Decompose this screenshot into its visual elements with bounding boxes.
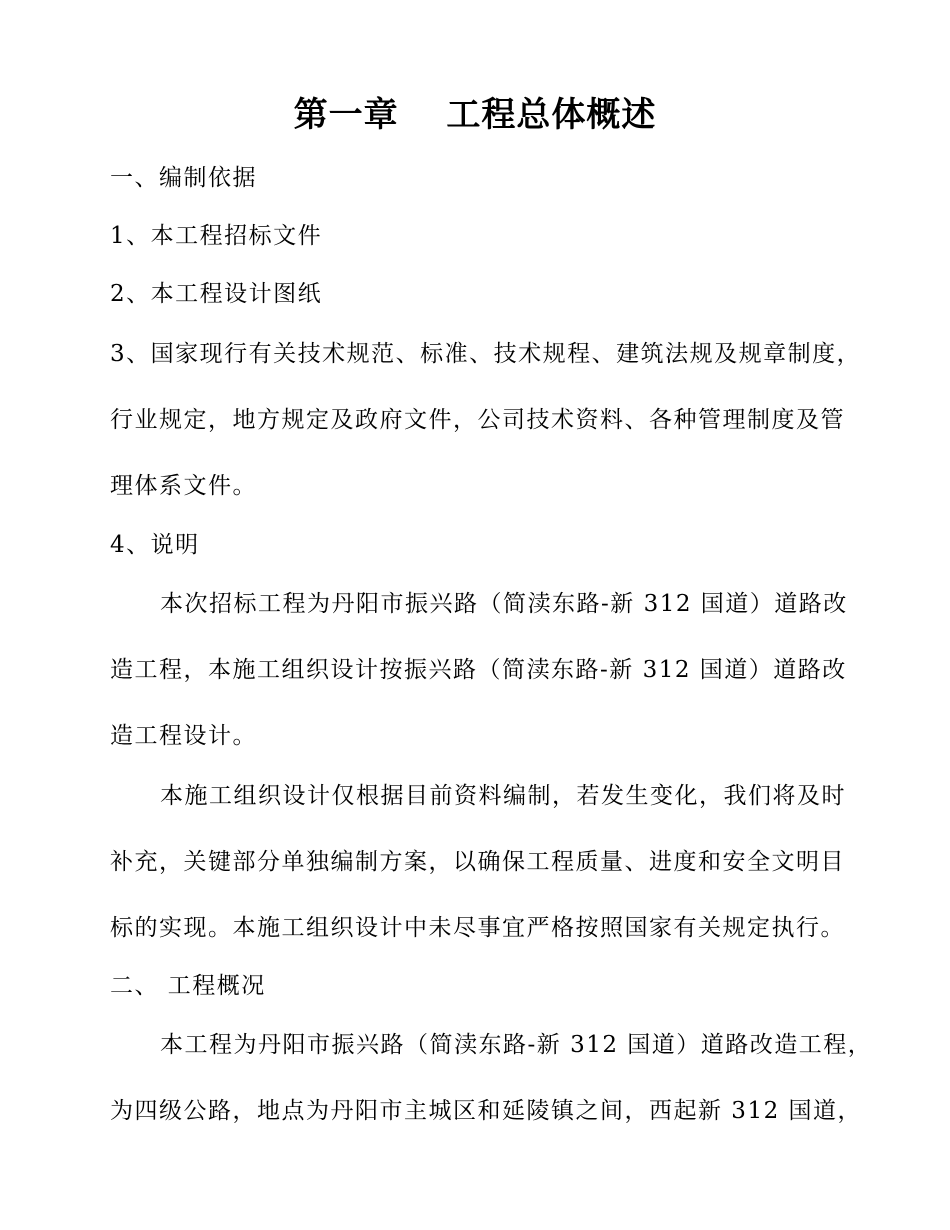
paragraph-2-line-2: 补充，关键部分单独编制方案，以确保工程质量、进度和安全文明目 bbox=[110, 849, 845, 875]
section-heading-basis: 一、编制依据 bbox=[110, 165, 257, 191]
basis-item-3-line-3: 理体系文件。 bbox=[110, 473, 257, 499]
paragraph-3-line-2: 为四级公路，地点为丹阳市主城区和延陵镇之间，西起新 312 国道， bbox=[110, 1098, 863, 1124]
section-heading-overview: 二、 工程概况 bbox=[110, 973, 266, 999]
chapter-title: 第一章 工程总体概述 bbox=[293, 95, 657, 135]
basis-item-1: 1、本工程招标文件 bbox=[110, 223, 323, 249]
paragraph-2-line-3: 标的实现。本施工组织设计中未尽事宜严格按照国家有关规定执行。 bbox=[110, 915, 845, 941]
paragraph-1-line-3: 造工程设计。 bbox=[110, 723, 257, 749]
basis-item-4: 4、说明 bbox=[110, 532, 200, 558]
basis-item-3-line-1: 3、国家现行有关技术规范、标准、技术规程、建筑法规及规章制度， bbox=[110, 341, 862, 367]
paragraph-1-line-2: 造工程，本施工组织设计按振兴路（简渎东路-新 312 国道）道路改 bbox=[110, 657, 847, 683]
basis-item-2: 2、本工程设计图纸 bbox=[110, 281, 323, 307]
paragraph-2-line-1: 本施工组织设计仅根据目前资料编制，若发生变化，我们将及时 bbox=[160, 783, 846, 809]
paragraph-1-line-1: 本次招标工程为丹阳市振兴路（简渎东路-新 312 国道）道路改 bbox=[160, 591, 848, 617]
basis-item-3-line-2: 行业规定，地方规定及政府文件，公司技术资料、各种管理制度及管 bbox=[110, 407, 845, 433]
paragraph-3-line-1: 本工程为丹阳市振兴路（简渎东路-新 312 国道）道路改造工程， bbox=[160, 1032, 873, 1058]
